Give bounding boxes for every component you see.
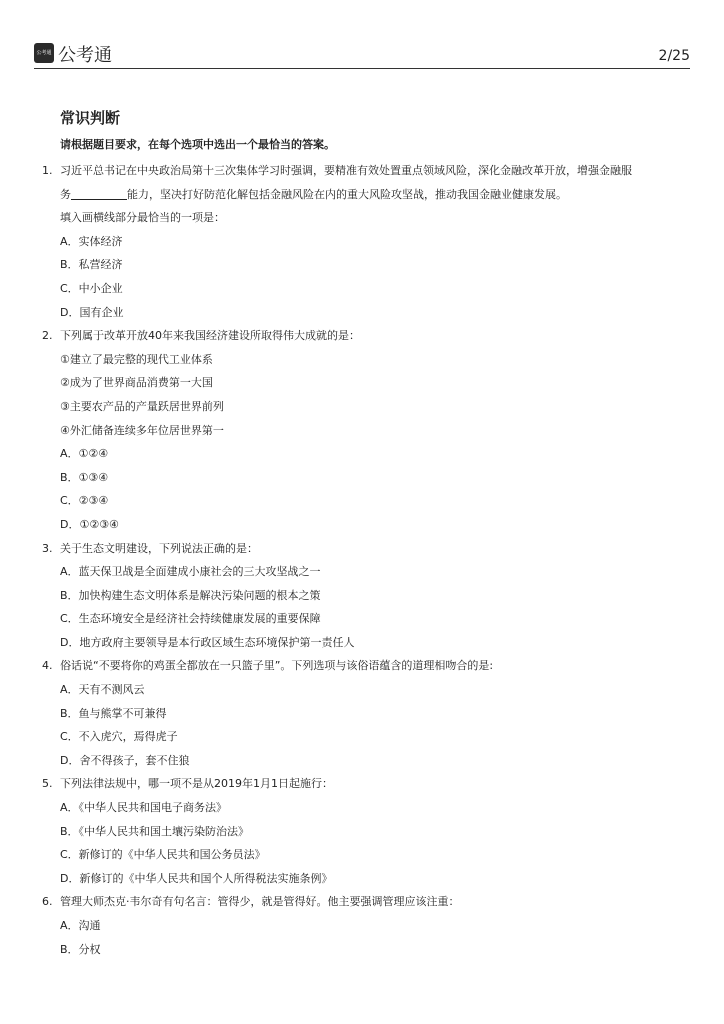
question-1 xyxy=(40,159,700,324)
option-a[interactable]: A．《中华人民共和国电子商务法》 xyxy=(60,801,228,815)
option-a[interactable]: A．蓝天保卫战是全面建成小康社会的三大攻坚战之一 xyxy=(60,565,321,579)
option-b[interactable]: B．①③④ xyxy=(60,470,109,484)
statement-item: ③主要农产品的产量跃居世界前列 xyxy=(60,399,224,413)
option-c[interactable]: C．②③④ xyxy=(60,494,109,508)
logo-icon: 公考通 xyxy=(34,43,54,63)
question-number: 4. xyxy=(42,659,53,673)
option-c[interactable]: C．生态环境安全是经济社会持续健康发展的重要保障 xyxy=(60,612,321,626)
logo-text: 公考通 xyxy=(58,45,112,66)
statement-item: ①建立了最完整的现代工业体系 xyxy=(60,352,213,366)
option-a[interactable]: A．沟通 xyxy=(60,919,101,932)
question-2 xyxy=(40,324,700,536)
option-b[interactable]: B．加快构建生态文明体系是解决污染问题的根本之策 xyxy=(60,588,321,602)
instruction-text: 请根据题目要求，在每个选项中选出一个最恰当的答案。 xyxy=(60,138,335,151)
option-b[interactable]: B．鱼与熊掌不可兼得 xyxy=(60,706,167,720)
option-b[interactable]: B．私营经济 xyxy=(60,258,123,272)
option-c[interactable]: C．不入虎穴，焉得虎子 xyxy=(60,730,178,744)
page-header xyxy=(34,40,690,69)
question-number: 3. xyxy=(42,541,53,555)
question-prompt: 填入画横线部分最恰当的一项是： xyxy=(60,211,225,225)
option-c[interactable]: C．中小企业 xyxy=(60,281,123,295)
option-d[interactable]: D．舍不得孩子，套不住狼 xyxy=(60,753,190,767)
option-a[interactable]: A．实体经济 xyxy=(60,234,123,248)
question-number: 6. xyxy=(42,895,53,909)
question-3 xyxy=(40,537,700,655)
option-a[interactable]: A．①②④ xyxy=(60,447,109,461)
question-text-continued: 务 能力，坚决打好防范化解包括金融风险在内的重大风险攻坚战，推动我国金融业健康发展。 xyxy=(60,187,567,201)
option-d[interactable]: D．国有企业 xyxy=(60,305,124,319)
fill-blank xyxy=(71,186,127,200)
question-number: 1. xyxy=(42,164,53,177)
question-5 xyxy=(40,772,700,890)
question-text: 3. 关于生态文明建设，下列说法正确的是： xyxy=(40,537,700,561)
question-6 xyxy=(40,890,700,961)
question-text: 6. 管理大师杰克·韦尔奇有句名言：管得少，就是管得好。他主要强调管理应该注重： xyxy=(40,890,700,914)
question-text: 2. 下列属于改革开放40年来我国经济建设所取得伟大成就的是： xyxy=(40,324,700,348)
question-text: 1. 习近平总书记在中央政治局第十三次集体学习时强调，要精准有效处置重点领域风险，深化金融改革开放，增强金融服 xyxy=(40,159,700,183)
question-4 xyxy=(40,654,700,772)
option-b[interactable]: B．分权 xyxy=(60,942,101,956)
option-d[interactable]: D．①②③④ xyxy=(60,517,119,531)
question-list xyxy=(40,159,700,961)
page-number: 2/25 xyxy=(658,48,690,64)
option-a[interactable]: A．天有不测风云 xyxy=(60,683,145,697)
question-number: 5. xyxy=(42,777,53,791)
question-number: 2. xyxy=(42,329,53,343)
question-text: 4. 俗话说“不要将你的鸡蛋全都放在一只篮子里”。下列选项与该俗语蕴含的道理相吻合的是: xyxy=(40,654,700,678)
question-text: 5. 下列法律法规中，哪一项不是从2019年1月1日起施行： xyxy=(40,772,700,796)
statement-item: ④外汇储备连续多年位居世界第一 xyxy=(60,423,224,437)
option-c[interactable]: C．新修订的《中华人民共和国公务员法》 xyxy=(60,848,266,862)
option-d[interactable]: D．新修订的《中华人民共和国个人所得税法实施条例》 xyxy=(60,871,333,885)
option-b[interactable]: B．《中华人民共和国土壤污染防治法》 xyxy=(60,824,250,838)
section-title: 常识判断 xyxy=(60,109,121,127)
statement-item: ②成为了世界商品消费第一大国 xyxy=(60,376,213,390)
option-d[interactable]: D．地方政府主要领导是本行政区域生态环境保护第一责任人 xyxy=(60,635,355,649)
